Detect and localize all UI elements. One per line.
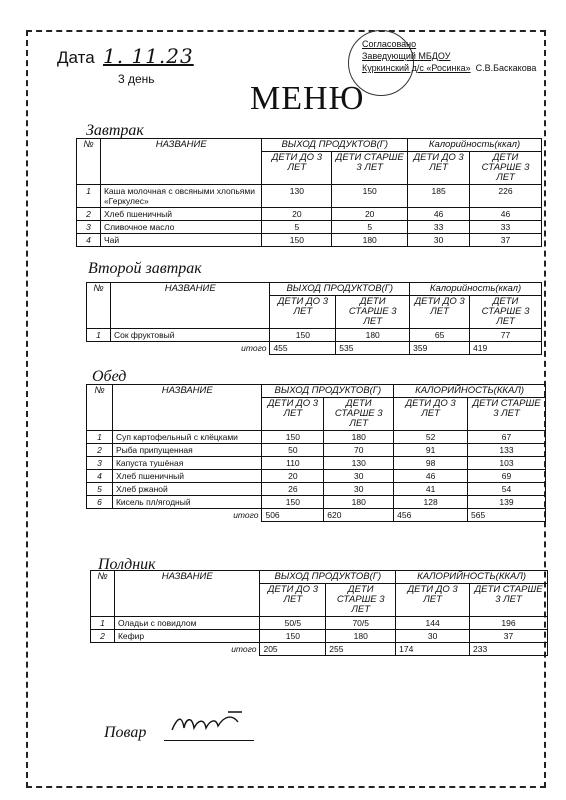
calories-under3: 91 xyxy=(394,444,468,457)
total-label: итого xyxy=(91,643,260,656)
item-name: Кисель пл/ягодный xyxy=(112,496,262,509)
col-name: НАЗВАНИЕ xyxy=(112,385,262,431)
approval-block xyxy=(362,38,552,74)
item-name: Рыба припущенная xyxy=(112,444,262,457)
item-name: Сок фруктовый xyxy=(110,329,269,342)
section-title-breakfast: Завтрак xyxy=(86,122,144,139)
item-name: Сливочное масло xyxy=(100,221,262,234)
output-under3: 150 xyxy=(262,496,324,509)
col-cal-under3: ДЕТИ ДО 3 ЛЕТ xyxy=(410,296,470,329)
table-header-row xyxy=(87,385,546,398)
col-cal-over3: ДЕТИ СТАРШЕ 3 ЛЕТ xyxy=(468,398,546,431)
item-number: 1 xyxy=(77,185,101,208)
calories-over3: 54 xyxy=(468,483,546,496)
col-output-under3: ДЕТИ ДО 3 ЛЕТ xyxy=(262,152,332,185)
col-cal-under3: ДЕТИ ДО 3 ЛЕТ xyxy=(394,398,468,431)
item-name: Суп картофельный с клёцками xyxy=(112,431,262,444)
item-number: 4 xyxy=(87,470,113,483)
date-label: Дата xyxy=(57,48,95,67)
col-num: № xyxy=(87,385,113,431)
output-over3: 180 xyxy=(336,329,410,342)
output-under3: 150 xyxy=(262,431,324,444)
cook-signature xyxy=(168,708,248,738)
output-under3: 110 xyxy=(262,457,324,470)
output-over3: 180 xyxy=(324,431,394,444)
total-calories-over3: 233 xyxy=(470,643,548,656)
snack-table xyxy=(90,570,548,656)
total-row xyxy=(87,509,546,522)
output-over3: 20 xyxy=(332,208,408,221)
output-under3: 26 xyxy=(262,483,324,496)
calories-over3: 69 xyxy=(468,470,546,483)
item-number: 2 xyxy=(87,444,113,457)
col-cal-over3: ДЕТИ СТАРШЕ 3 ЛЕТ xyxy=(470,152,542,185)
table-row xyxy=(87,431,546,444)
output-over3: 70 xyxy=(324,444,394,457)
total-calories-under3: 359 xyxy=(410,342,470,355)
calories-over3: 33 xyxy=(470,221,542,234)
total-calories-over3: 419 xyxy=(470,342,542,355)
total-output-over3: 620 xyxy=(324,509,394,522)
col-cal-over3: ДЕТИ СТАРШЕ 3 ЛЕТ xyxy=(470,584,548,617)
item-number: 2 xyxy=(77,208,101,221)
col-output-over3: ДЕТИ СТАРШЕ 3 ЛЕТ xyxy=(336,296,410,329)
item-name: Хлеб ржаной xyxy=(112,483,262,496)
table-row xyxy=(91,630,548,643)
date-value: 1. 11.23 xyxy=(103,44,194,68)
output-under3: 5 xyxy=(262,221,332,234)
total-calories-under3: 174 xyxy=(396,643,470,656)
output-under3: 150 xyxy=(262,234,332,247)
output-under3: 50 xyxy=(262,444,324,457)
table-row xyxy=(91,617,548,630)
calories-under3: 33 xyxy=(408,221,470,234)
table-header-row xyxy=(91,571,548,584)
section-title-snack: Полдник xyxy=(98,556,156,573)
item-number: 3 xyxy=(87,457,113,470)
total-output-under3: 506 xyxy=(262,509,324,522)
col-num: № xyxy=(87,283,111,329)
output-over3: 5 xyxy=(332,221,408,234)
section-title-second-breakfast: Второй завтрак xyxy=(88,260,202,277)
col-output-over3: ДЕТИ СТАРШЕ 3 ЛЕТ xyxy=(332,152,408,185)
item-name: Хлеб пшеничный xyxy=(112,470,262,483)
col-calories: КАЛОРИЙНОСТЬ(ККАЛ) xyxy=(394,385,546,398)
output-over3: 150 xyxy=(332,185,408,208)
table-row xyxy=(77,234,542,247)
calories-under3: 30 xyxy=(396,630,470,643)
approval-line-2: Заведующий МБДОУ xyxy=(362,51,451,61)
item-number: 3 xyxy=(77,221,101,234)
output-over3: 180 xyxy=(332,234,408,247)
output-over3: 180 xyxy=(326,630,396,643)
calories-under3: 41 xyxy=(394,483,468,496)
output-under3: 50/5 xyxy=(260,617,326,630)
approval-line-3 xyxy=(362,62,552,74)
calories-under3: 46 xyxy=(408,208,470,221)
item-name: Кефир xyxy=(114,630,260,643)
item-name: Оладьи с повидлом xyxy=(114,617,260,630)
lunch-table xyxy=(86,384,546,522)
calories-under3: 65 xyxy=(410,329,470,342)
approval-line-1: Согласовано xyxy=(362,39,417,49)
col-output-over3: ДЕТИ СТАРШЕ 3 ЛЕТ xyxy=(324,398,394,431)
col-output-over3: ДЕТИ СТАРШЕ 3 ЛЕТ xyxy=(326,584,396,617)
col-calories: Калорийность(ккал) xyxy=(408,139,542,152)
table-header-row xyxy=(87,283,542,296)
total-output-over3: 535 xyxy=(336,342,410,355)
table-row xyxy=(87,496,546,509)
total-label: итого xyxy=(87,509,262,522)
table-header-row xyxy=(77,139,542,152)
output-under3: 150 xyxy=(260,630,326,643)
table-row xyxy=(87,483,546,496)
approver-name: С.В.Баскакова xyxy=(475,63,537,73)
calories-under3: 46 xyxy=(394,470,468,483)
col-output-under3: ДЕТИ ДО 3 ЛЕТ xyxy=(262,398,324,431)
col-name: НАЗВАНИЕ xyxy=(100,139,262,185)
col-num: № xyxy=(91,571,115,617)
table-row xyxy=(77,208,542,221)
total-calories-under3: 456 xyxy=(394,509,468,522)
total-row xyxy=(91,643,548,656)
signature-line xyxy=(164,740,254,741)
total-calories-over3: 565 xyxy=(468,509,546,522)
item-number: 5 xyxy=(87,483,113,496)
col-output: ВЫХОД ПРОДУКТОВ(Г) xyxy=(262,385,394,398)
calories-under3: 144 xyxy=(396,617,470,630)
output-over3: 180 xyxy=(324,496,394,509)
item-name: Капуста тушёная xyxy=(112,457,262,470)
calories-over3: 37 xyxy=(470,234,542,247)
page-title: МЕНЮ xyxy=(250,80,365,117)
total-row xyxy=(87,342,542,355)
output-under3: 20 xyxy=(262,208,332,221)
col-calories: Калорийность(ккал) xyxy=(410,283,542,296)
output-over3: 30 xyxy=(324,470,394,483)
col-cal-over3: ДЕТИ СТАРШЕ 3 ЛЕТ xyxy=(470,296,542,329)
output-over3: 30 xyxy=(324,483,394,496)
calories-over3: 67 xyxy=(468,431,546,444)
day-label: 3 день xyxy=(118,72,155,86)
output-under3: 150 xyxy=(270,329,336,342)
table-row xyxy=(87,329,542,342)
total-label: итого xyxy=(87,342,270,355)
second-breakfast-table xyxy=(86,282,542,355)
calories-over3: 77 xyxy=(470,329,542,342)
calories-under3: 185 xyxy=(408,185,470,208)
col-output: ВЫХОД ПРОДУКТОВ(Г) xyxy=(270,283,410,296)
table-row xyxy=(77,185,542,208)
approval-org: Куркинский д/с «Росинка» xyxy=(362,63,471,73)
calories-under3: 98 xyxy=(394,457,468,470)
calories-over3: 37 xyxy=(470,630,548,643)
total-output-over3: 255 xyxy=(326,643,396,656)
col-num: № xyxy=(77,139,101,185)
col-calories: КАЛОРИЙНОСТЬ(ККАЛ) xyxy=(396,571,548,584)
col-cal-under3: ДЕТИ ДО 3 ЛЕТ xyxy=(396,584,470,617)
calories-under3: 52 xyxy=(394,431,468,444)
item-number: 4 xyxy=(77,234,101,247)
calories-under3: 128 xyxy=(394,496,468,509)
calories-over3: 133 xyxy=(468,444,546,457)
calories-over3: 46 xyxy=(470,208,542,221)
item-number: 1 xyxy=(87,329,111,342)
calories-over3: 226 xyxy=(470,185,542,208)
output-over3: 130 xyxy=(324,457,394,470)
output-under3: 130 xyxy=(262,185,332,208)
col-output-under3: ДЕТИ ДО 3 ЛЕТ xyxy=(270,296,336,329)
col-cal-under3: ДЕТИ ДО 3 ЛЕТ xyxy=(408,152,470,185)
col-output-under3: ДЕТИ ДО 3 ЛЕТ xyxy=(260,584,326,617)
item-number: 1 xyxy=(87,431,113,444)
calories-over3: 196 xyxy=(470,617,548,630)
item-name: Чай xyxy=(100,234,262,247)
calories-under3: 30 xyxy=(408,234,470,247)
output-under3: 20 xyxy=(262,470,324,483)
calories-over3: 139 xyxy=(468,496,546,509)
total-output-under3: 455 xyxy=(270,342,336,355)
total-output-under3: 205 xyxy=(260,643,326,656)
output-over3: 70/5 xyxy=(326,617,396,630)
table-row xyxy=(87,457,546,470)
cook-label: Повар xyxy=(104,724,147,741)
table-row xyxy=(87,470,546,483)
table-row xyxy=(87,444,546,457)
item-number: 1 xyxy=(91,617,115,630)
col-output: ВЫХОД ПРОДУКТОВ(Г) xyxy=(262,139,408,152)
col-output: ВЫХОД ПРОДУКТОВ(Г) xyxy=(260,571,396,584)
item-name: Хлеб пшеничный xyxy=(100,208,262,221)
item-number: 6 xyxy=(87,496,113,509)
item-name: Каша молочная с овсяными хлопьями «Геркулес» xyxy=(100,185,262,208)
col-name: НАЗВАНИЕ xyxy=(114,571,260,617)
breakfast-table xyxy=(76,138,542,247)
table-row xyxy=(77,221,542,234)
item-number: 2 xyxy=(91,630,115,643)
section-title-lunch: Обед xyxy=(92,368,127,385)
calories-over3: 103 xyxy=(468,457,546,470)
col-name: НАЗВАНИЕ xyxy=(110,283,269,329)
